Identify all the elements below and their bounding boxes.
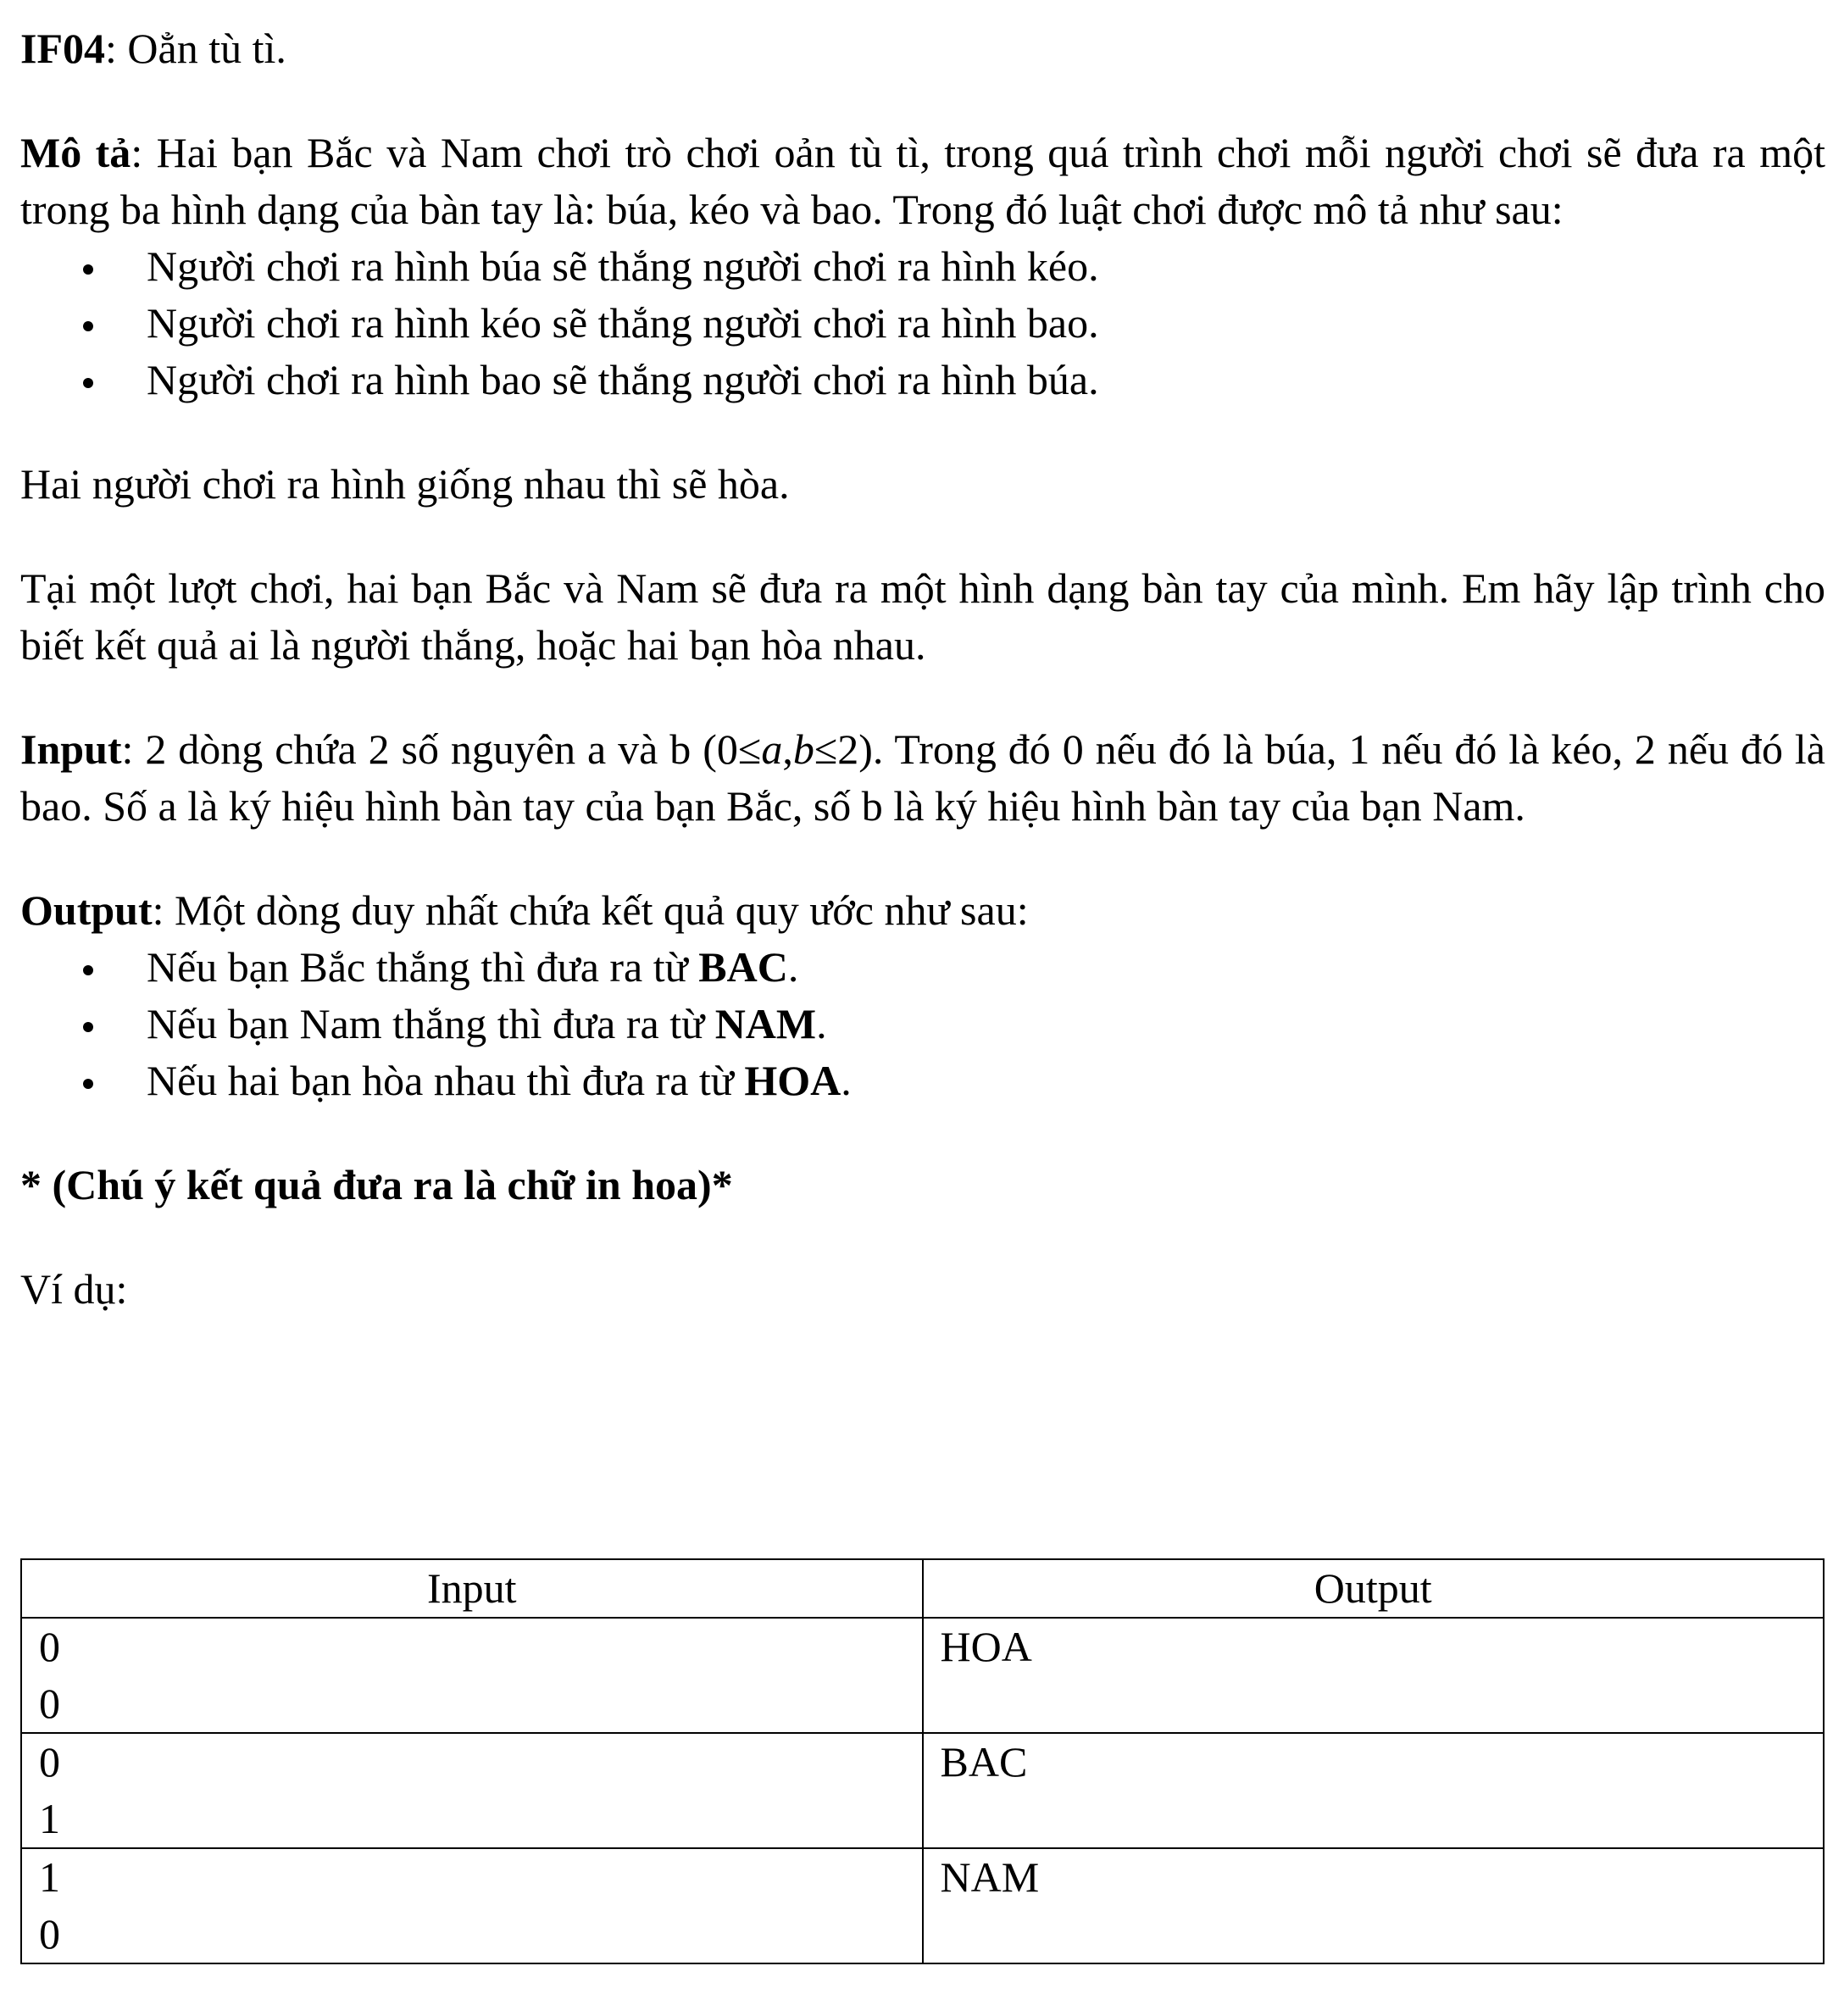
- problem-title-text: : Oẳn tù tì.: [105, 25, 286, 72]
- draw-paragraph: Hai người chơi ra hình giống nhau thì sẽ hòa.: [20, 460, 790, 508]
- output-rule-item: [20, 996, 1825, 1052]
- task-paragraph: Tại một lượt chơi, hai bạn Bắc và Nam sẽ đưa ra một hình dạng bàn tay của mình. Em hãy lập trình cho biết kết quả ai là người thắng, hoặc hai bạn hòa nhau.: [20, 564, 1825, 669]
- output-paragraph: [20, 882, 1825, 939]
- problem-code: IF04: [20, 25, 105, 72]
- table-cell-input: [21, 1618, 923, 1733]
- output-rule-text: Nếu bạn Nam thắng thì đưa ra từ: [147, 1000, 715, 1047]
- bullet-icon: [83, 965, 93, 975]
- description-text: : Hai bạn Bắc và Nam chơi trò chơi oản tù tì, trong quá trình chơi mỗi người chơi sẽ đưa ra một trong ba hình dạng của bàn tay là: búa, kéo và bao. Trong đó luật chơi được mô tả như sau:: [20, 129, 1825, 233]
- description-paragraph: [20, 125, 1825, 238]
- output-text: : Một dòng duy nhất chứa kết quả quy ước như sau:: [152, 886, 1029, 934]
- example-label: Ví dụ:: [20, 1265, 128, 1313]
- rule-item: [20, 238, 1825, 295]
- output-line: NAM: [940, 1853, 1040, 1901]
- input-line: 0: [39, 1680, 60, 1727]
- rule-item: [20, 295, 1825, 352]
- output-rule-period: .: [816, 1000, 827, 1047]
- description-label: Mô tả: [20, 129, 131, 176]
- rule-text: Người chơi ra hình kéo sẽ thắng người chơi ra hình bao.: [147, 299, 1099, 347]
- problem-title: [20, 20, 1825, 77]
- table-row: [21, 1618, 1824, 1733]
- output-rules-list: [20, 939, 1825, 1109]
- output-rule-text: Nếu bạn Bắc thắng thì đưa ra từ: [147, 943, 699, 991]
- examples-table: [20, 1558, 1825, 1964]
- output-keyword: NAM: [714, 1000, 817, 1047]
- input-text-start: : 2 dòng chứa 2 số nguyên a và b (0≤: [121, 725, 762, 773]
- input-line: 0: [39, 1623, 60, 1670]
- input-line: 1: [39, 1795, 60, 1842]
- table-header-output: Output: [923, 1559, 1825, 1618]
- input-label: Input: [20, 725, 122, 773]
- table-cell-input: [21, 1733, 923, 1848]
- output-line: HOA: [940, 1623, 1032, 1670]
- output-rule-item: [20, 939, 1825, 996]
- input-comma: ,: [782, 725, 793, 773]
- var-a: a: [761, 725, 783, 773]
- table-cell-output: [923, 1848, 1825, 1963]
- output-rule-period: .: [787, 943, 799, 991]
- uppercase-note: * (Chú ý kết quả đưa ra là chữ in hoa)*: [20, 1161, 733, 1208]
- table-cell-output: [923, 1733, 1825, 1848]
- table-header-row: [21, 1559, 1824, 1618]
- input-line: 1: [39, 1853, 60, 1901]
- var-b: b: [792, 725, 814, 773]
- table-row: [21, 1848, 1824, 1963]
- input-text-end: ≤2). Trong đó 0 nếu đó là búa, 1 nếu đó là kéo, 2 nếu đó là bao. Số a là ký hiệu hình bàn tay của bạn Bắc, số b là ký hiệu hình bàn tay của bạn Nam.: [20, 725, 1825, 830]
- table-header-input: Input: [21, 1559, 923, 1618]
- output-keyword: BAC: [698, 943, 788, 991]
- output-label: Output: [20, 886, 153, 934]
- output-rule-period: .: [841, 1057, 852, 1104]
- table-row: [21, 1733, 1824, 1848]
- bullet-icon: [83, 321, 93, 331]
- rule-text: Người chơi ra hình bao sẽ thắng người chơi ra hình búa.: [147, 356, 1099, 403]
- bullet-icon: [83, 1022, 93, 1032]
- bullet-icon: [83, 1079, 93, 1089]
- bullet-icon: [83, 378, 93, 388]
- input-paragraph: [20, 721, 1825, 835]
- table-cell-output: [923, 1618, 1825, 1733]
- bullet-icon: [83, 264, 93, 275]
- output-line: BAC: [940, 1738, 1028, 1786]
- output-rule-item: [20, 1052, 1825, 1109]
- rules-list: [20, 238, 1825, 408]
- rule-text: Người chơi ra hình búa sẽ thắng người chơi ra hình kéo.: [147, 242, 1099, 290]
- problem-statement: [20, 20, 1825, 1318]
- output-keyword: HOA: [744, 1057, 841, 1104]
- input-line: 0: [39, 1738, 60, 1786]
- rule-item: [20, 352, 1825, 408]
- input-line: 0: [39, 1910, 60, 1958]
- output-rule-text: Nếu hai bạn hòa nhau thì đưa ra từ: [147, 1057, 745, 1104]
- table-cell-input: [21, 1848, 923, 1963]
